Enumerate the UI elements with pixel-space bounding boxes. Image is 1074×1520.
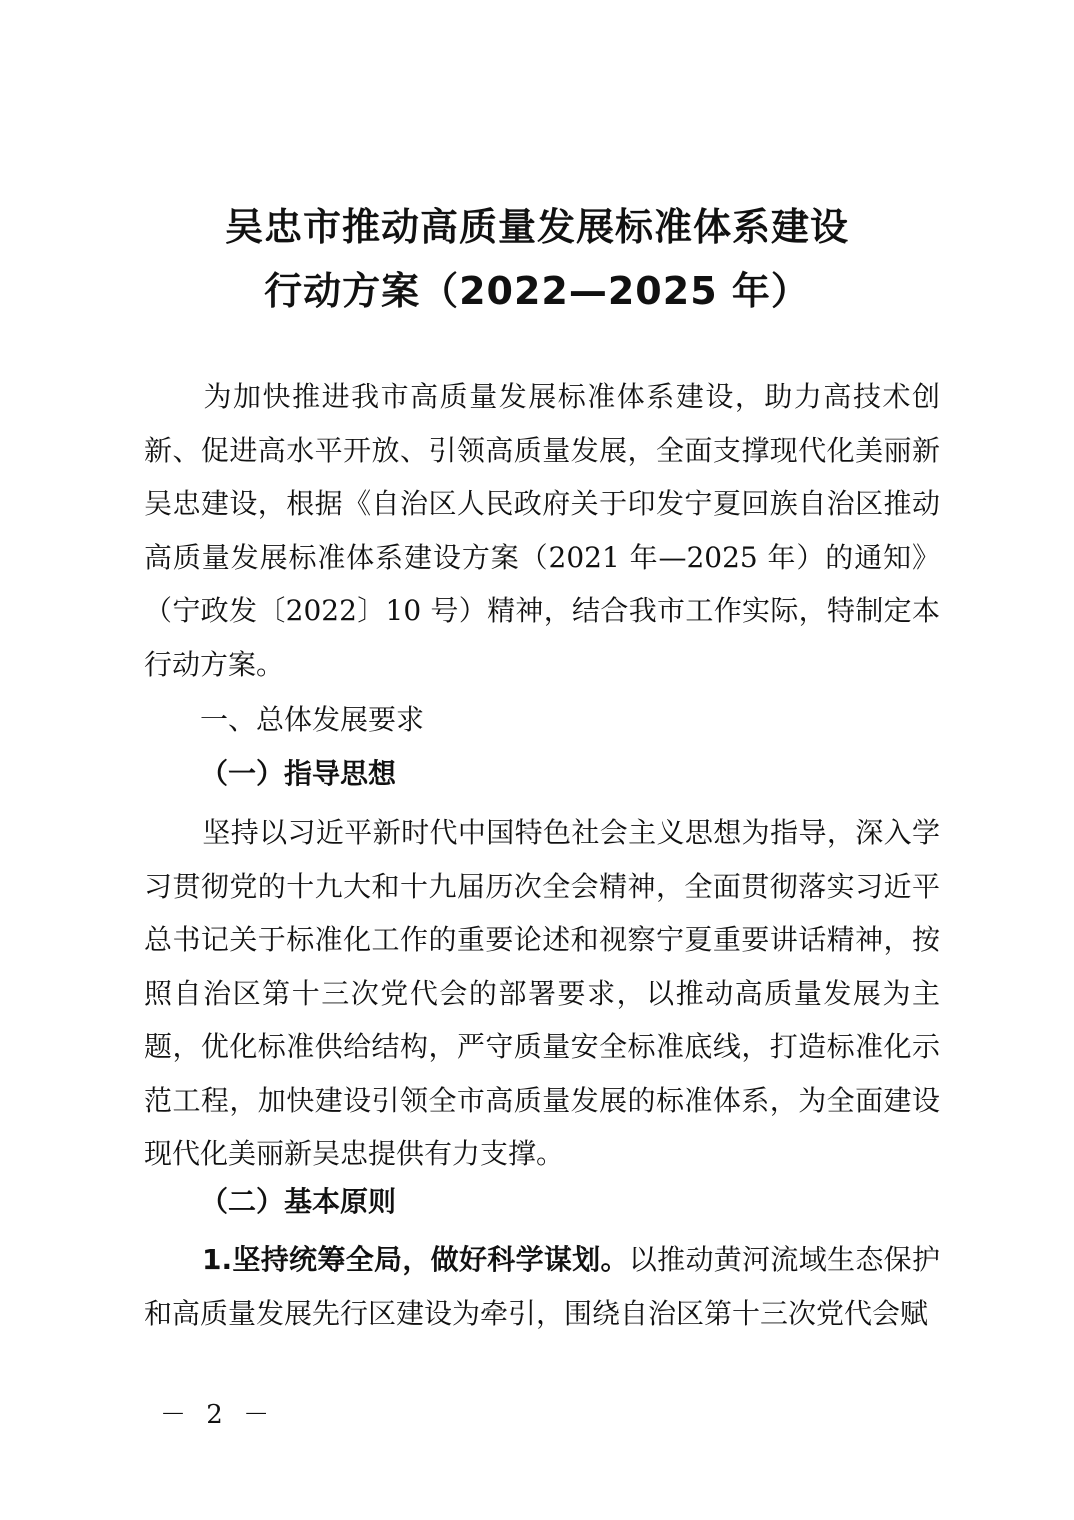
document-title-line-1: 吴忠市推动高质量发展标准体系建设 <box>224 205 849 249</box>
subsection-heading-guiding-thought: （一）指导思想 <box>200 757 397 790</box>
intro-paragraph <box>144 370 940 691</box>
intro-paragraph-text: 为加快推进我市高质量发展标准体系建设，助力高技术创新、促进高水平开放、引领高质量发展，全面支撑现代化美丽新吴忠建设，根据《自治区人民政府关于印发宁夏回族自治区推动高质量发展标准体系建设方案（2021 年—2025 年）的通知》（宁政发〔2022〕10 号）精神，结合我市工作实际，特制定本行动方案。 <box>144 380 940 681</box>
principle-1-paragraph <box>144 1233 940 1340</box>
principle-1-lead: 1.坚持统筹全局，做好科学谋划。 <box>202 1243 629 1276</box>
principle-1-text: 以推动黄河流域生态保护和高质量发展先行区建设为牵引，围绕自治区第十三次党代会赋 <box>144 1243 940 1330</box>
subsection-heading-basic-principles: （二）基本原则 <box>200 1185 397 1218</box>
document-title-line-2: 行动方案（2022—2025 年） <box>264 269 810 313</box>
page-number: － 2 － <box>160 1400 276 1430</box>
guiding-thought-paragraph <box>144 806 940 1181</box>
section-heading-overall-requirements: 一、总体发展要求 <box>200 703 425 736</box>
guiding-thought-text: 坚持以习近平新时代中国特色社会主义思想为指导，深入学习贯彻党的十九大和十九届历次全会精神，全面贯彻落实习近平总书记关于标准化工作的重要论述和视察宁夏重要讲话精神，按照自治区第十三次党代会的部署要求，以推动高质量发展为主题，优化标准供给结构，严守质量安全标准底线，打造标准化示范工程，加快建设引领全市高质量发展的标准体系，为全面建设现代化美丽新吴忠提供有力支撑。 <box>144 816 940 1170</box>
